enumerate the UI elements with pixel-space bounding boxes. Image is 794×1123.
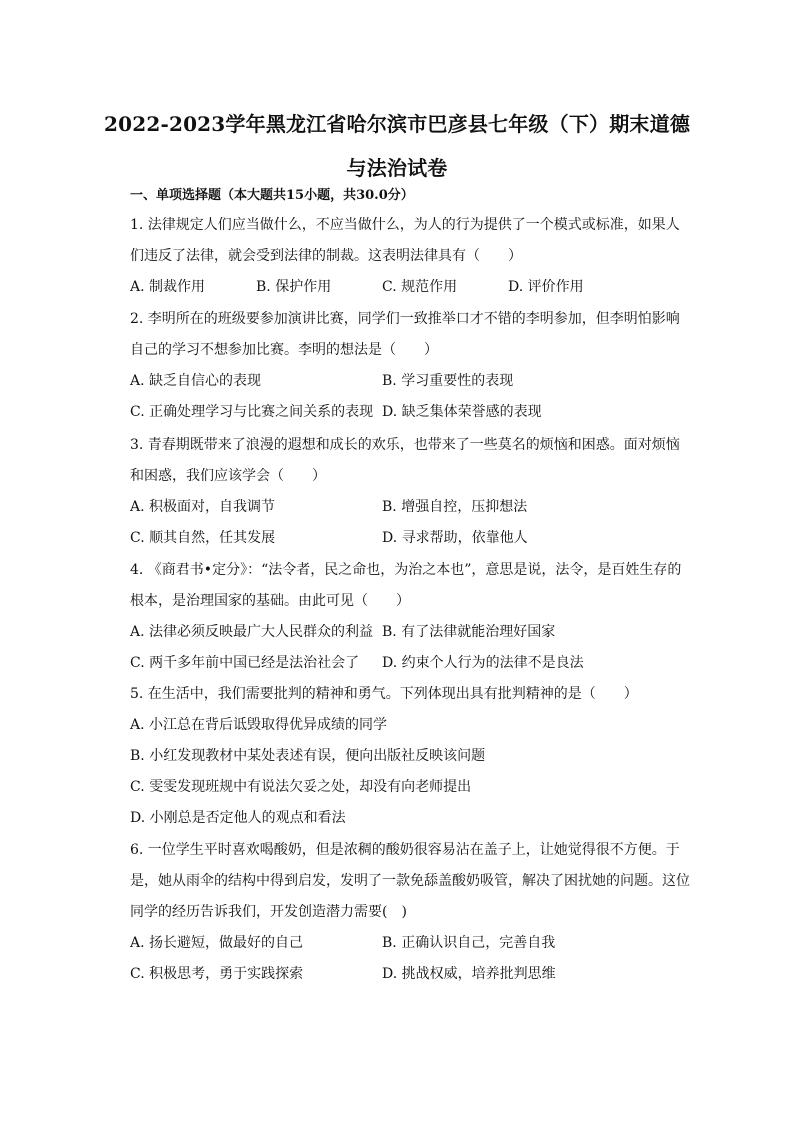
question-options — [130, 710, 690, 834]
title-line-1: 2022-2023学年黑龙江省哈尔滨市巴彦县七年级（下）期末道德 — [103, 112, 691, 136]
question-6 — [130, 835, 690, 990]
question-options — [130, 492, 690, 554]
option-b: B. 正确认识自己，完善自我 — [382, 935, 556, 951]
option-c: C. 两千多年前中国已经是法治社会了 — [130, 655, 360, 671]
question-stem: 1. 法律规定人们应当做什么，不应当做什么，为人的行为提供了一个模式或标准，如果人们违反了法律，就会受到法律的制裁。这表明法律具有（ ） — [130, 217, 680, 264]
question-options — [130, 617, 690, 679]
option-b: B. 增强自控，压抑想法 — [382, 499, 528, 515]
question-stem: 3. 青春期既带来了浪漫的遐想和成长的欢乐，也带来了一些莫名的烦恼和困惑。面对烦恼和困惑，我们应该学会（ ） — [130, 437, 680, 484]
option-a: A. 积极面对，自我调节 — [130, 499, 276, 515]
question-stem: 5. 在生活中，我们需要批判的精神和勇气。下列体现出具有批判精神的是（ ） — [130, 686, 638, 702]
option-b: B. 学习重要性的表现 — [382, 373, 514, 389]
option-b: B. 保护作用 — [256, 279, 332, 295]
option-b: B. 有了法律就能治理好国家 — [382, 624, 556, 640]
question-4 — [130, 555, 690, 679]
option-d: D. 缺乏集体荣誉感的表现 — [382, 404, 542, 420]
option-d: D. 小刚总是否定他人的观点和看法 — [130, 810, 346, 826]
option-b: B. 小红发现教材中某处表述有误，便向出版社反映该问题 — [130, 748, 486, 764]
question-stem: 4. 《商君书•定分》：“法令者，民之命也，为治之本也”，意思是说，法令，是百姓生存的根本，是治理国家的基础。由此可见（ ） — [130, 562, 682, 609]
option-a: A. 小江总在背后诋毁取得优异成绩的同学 — [130, 717, 388, 733]
option-c: C. 顺其自然，任其发展 — [130, 530, 276, 546]
question-stem: 6. 一位学生平时喜欢喝酸奶，但是浓稠的酸奶很容易沾在盖子上，让她觉得很不方便。于是，她从雨伞的结构中得到启发，发明了一款免舔盖酸奶吸管，解决了困扰她的问题。这位同学的经历告诉我们，开发创造潜力需要( ) — [130, 842, 690, 920]
option-c: C. 积极思考，勇于实践探索 — [130, 966, 304, 982]
question-options — [130, 928, 690, 990]
question-3 — [130, 430, 690, 554]
option-a: A. 法律必须反映最广大人民群众的利益 — [130, 624, 374, 640]
section-header: 一、单项选择题（本大题共15小题，共30.0分） — [130, 188, 414, 203]
option-c: C. 规范作用 — [382, 279, 458, 295]
option-d: D. 评价作用 — [508, 279, 584, 295]
question-options — [130, 272, 690, 303]
option-a: A. 扬长避短，做最好的自己 — [130, 935, 304, 951]
option-c: C. 雯雯发现班规中有说法欠妥之处，却没有向老师提出 — [130, 779, 472, 795]
question-5 — [130, 679, 690, 834]
option-c: C. 正确处理学习与比赛之间关系的表现 — [130, 404, 374, 420]
question-stem: 2. 李明所在的班级要参加演讲比赛，同学们一致推举口才不错的李明参加，但李明怕影响自己的学习不想参加比赛。李明的想法是（ ） — [130, 311, 680, 358]
question-2 — [130, 304, 690, 428]
title-line-2: 与法治试卷 — [346, 156, 448, 180]
option-a: A. 制裁作用 — [130, 279, 206, 295]
question-1 — [130, 210, 690, 303]
option-d: D. 约束个人行为的法律不是良法 — [382, 655, 584, 671]
exam-title — [100, 102, 694, 190]
question-options — [130, 366, 690, 428]
option-d: D. 挑战权威，培养批判思维 — [382, 966, 556, 982]
option-a: A. 缺乏自信心的表现 — [130, 373, 262, 389]
option-d: D. 寻求帮助，依靠他人 — [382, 530, 528, 546]
